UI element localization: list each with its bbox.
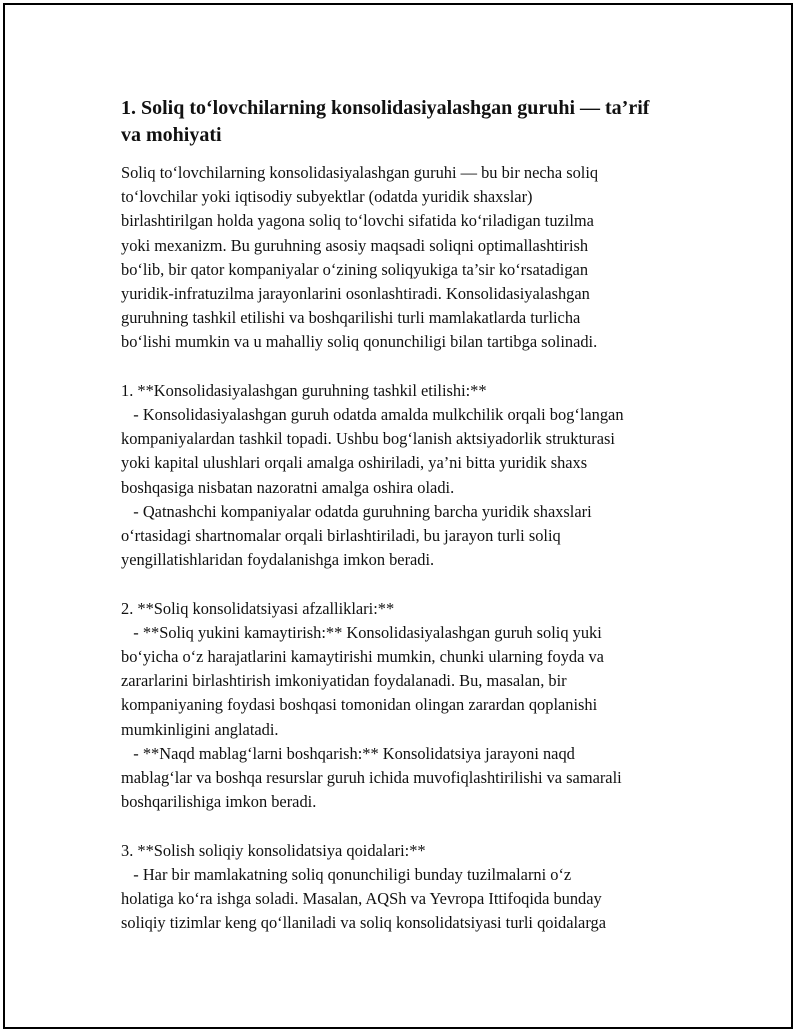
text-line: yoki kapital ulushlari orqali amalga oshiriladi, ya’ni bitta yuridik shaxs [121,453,588,473]
text-line: Soliq to‘lovchilarning konsolidasiyalashgan guruhi — bu bir necha soliq [121,163,599,182]
title-line: va mohiyati [121,124,222,146]
section-2 [121,597,701,815]
text-line: o‘rtasidagi shartnomalar orqali birlashtiriladi, bu jarayon turli soliq [121,526,561,546]
section-3 [121,839,701,936]
paragraph-gap [121,814,701,838]
section-heading: 2. **Soliq konsolidatsiyasi afzalliklari:** [121,598,395,618]
text-line: guruhning tashkil etilishi va boshqarilishi turli mamlakatlarda turlicha [121,308,581,328]
text-line: holatiga ko‘ra ishga soladi. Masalan, AQSh va Yevropa Ittifoqida bunday [121,889,602,909]
text-line: bo‘lishi mumkin va u mahalliy soliq qonunchiligi bilan tartibga solinadi. [121,332,598,352]
text-line: - **Soliq yukini kamaytirish:** Konsolidasiyalashgan guruh soliq yuki [121,622,602,642]
paragraph-gap [121,572,701,596]
text-line: to‘lovchilar yoki iqtisodiy subyektlar (odatda yuridik shaxslar) [121,187,533,207]
section-heading: 1. **Konsolidasiyalashgan guruhning tashkil etilishi:** [121,380,487,400]
text-line: - Konsolidasiyalashgan guruh odatda amalda mulkchilik orqali bog‘langan [121,405,624,425]
text-line: zararlarini birlashtirish imkoniyatidan foydalanadi. Bu, masalan, bir [121,671,567,691]
document-title [121,95,701,149]
text-line: yengillatishlaridan foydalanishga imkon beradi. [121,550,435,570]
text-line: boshqasiga nisbatan nazoratni amalga oshira oladi. [121,477,455,497]
document-body [121,95,701,935]
text-line: bo‘yicha o‘z harajatlarini kamaytirishi mumkin, chunki ularning foyda va [121,647,604,667]
text-line: yuridik-infratuzilma jarayonlarini osonlashtiradi. Konsolidasiyalashgan [121,284,590,304]
text-line: boshqarilishiga imkon beradi. [121,792,317,812]
text-line: kompaniyalardan tashkil topadi. Ushbu bog‘lanish aktsiyadorlik strukturasi [121,429,615,449]
text-line: yoki mexanizm. Bu guruhning asosiy maqsadi soliqni optimallashtirish [121,235,589,255]
text-line: kompaniyaning foydasi boshqasi tomonidan olingan zarardan qoplanishi [121,695,598,715]
text-line: bo‘lib, bir qator kompaniyalar o‘zining soliqyukiga ta’sir ko‘rsatadigan [121,259,589,279]
title-line: 1. Soliq to‘lovchilarning konsolidasiyalashgan guruhi — ta’rif [121,97,650,119]
text-line: - Har bir mamlakatning soliq qonunchiligi bunday tuzilmalarni o‘z [121,864,572,884]
text-line: - Qatnashchi kompaniyalar odatda guruhning barcha yuridik shaxslari [121,501,592,521]
section-heading: 3. **Solish soliqiy konsolidatsiya qoidalari:** [121,840,426,860]
text-line: mablag‘lar va boshqa resurslar guruh ichida muvofiqlashtirilishi va samarali [121,768,622,788]
text-line: soliqiy tizimlar keng qo‘llaniladi va soliq konsolidatsiyasi turli qoidalarga [121,913,606,933]
text-line: - **Naqd mablag‘larni boshqarish:** Konsolidatsiya jarayoni naqd [121,743,575,763]
paragraph-gap [121,355,701,379]
section-1 [121,379,701,573]
document-page [3,3,793,1029]
text-line: birlashtirilgan holda yagona soliq to‘lovchi sifatida ko‘riladigan tuzilma [121,211,594,231]
text-line: mumkinligini anglatadi. [121,719,279,739]
intro-paragraph [121,161,701,355]
